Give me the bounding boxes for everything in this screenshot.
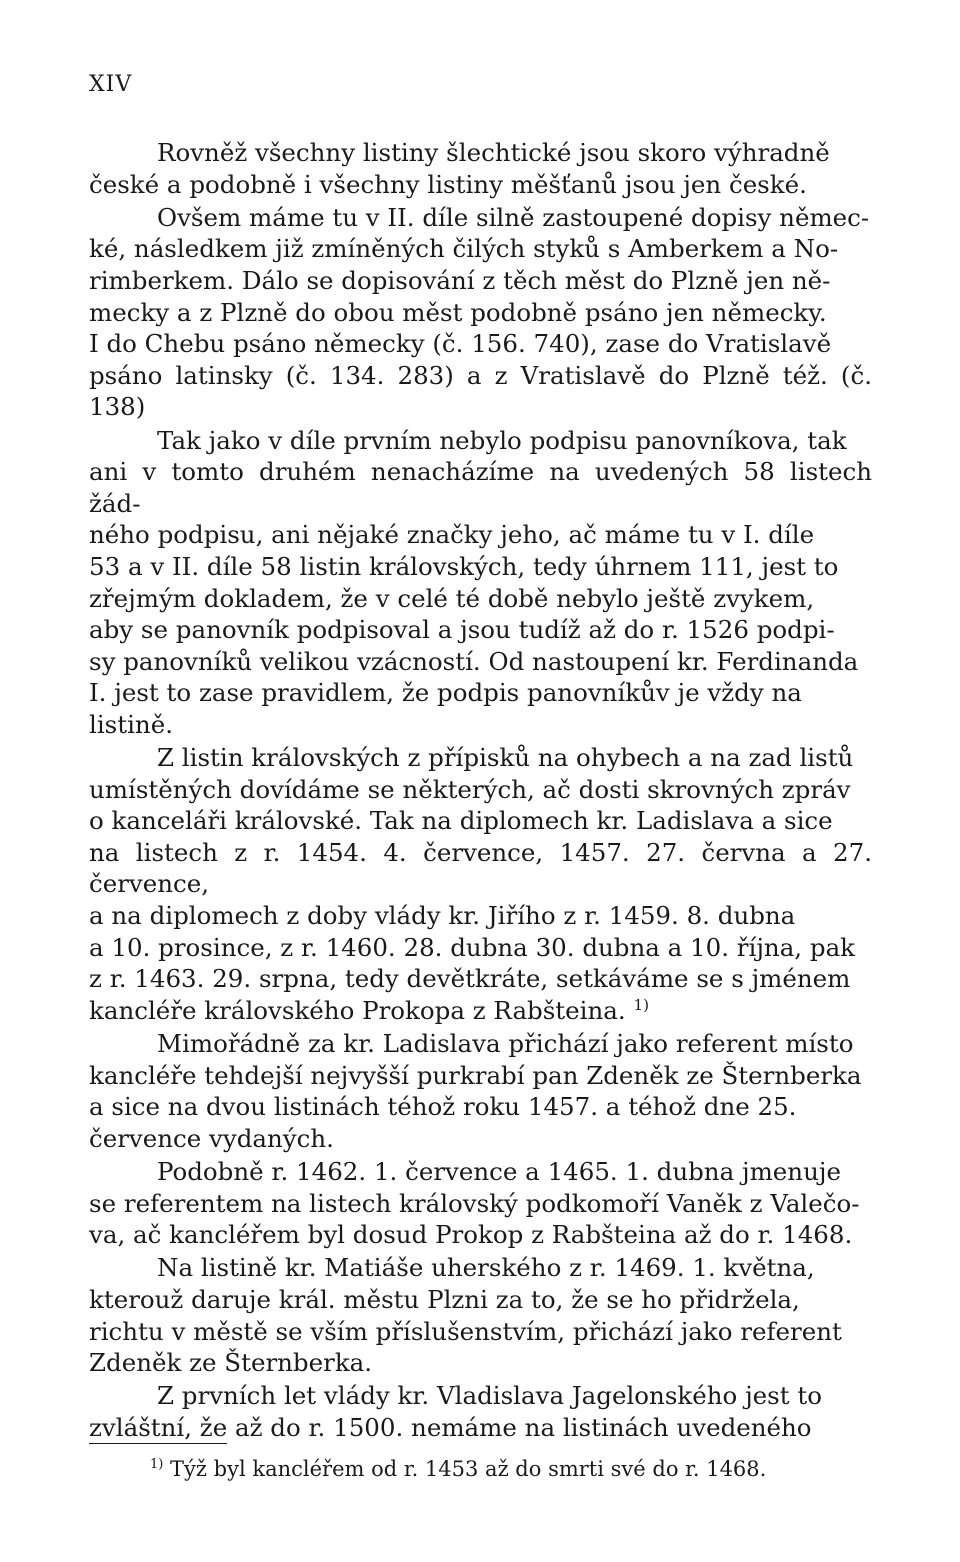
text-line: psáno latinsky (č. 134. 283) a z Vratislavě do Plzně též. (č. 138) — [89, 360, 872, 422]
text-line: Ovšem máme tu v II. díle silně zastoupené dopisy němec- — [157, 202, 870, 232]
footnote-marker: 1) — [150, 1457, 164, 1472]
text-line: Zdeněk ze Šternberka. — [89, 1348, 373, 1378]
text-line: české a podobně i všechny listiny měšťanů jsou jen české. — [89, 169, 807, 199]
footnote — [150, 1455, 872, 1483]
paragraph — [89, 1028, 872, 1154]
paragraph — [89, 425, 872, 741]
text-line: va, ač kancléřem byl dosud Prokop z Rabšteina až do r. 1468. — [89, 1220, 853, 1250]
text-line: ké, následkem již zmíněných čilých styků s Amberkem a No- — [89, 234, 839, 264]
footnote-text: Týž byl kancléřem od r. 1453 až do smrti své do r. 1468. — [170, 1457, 767, 1481]
text-line: ani v tomto druhém nenacházíme na uvedených 58 listech žád- — [89, 457, 872, 518]
text-line: na listech z r. 1454. 4. července, 1457. 27. června a 27. července, — [89, 837, 872, 899]
text-line: richtu v městě se vším příslušenstvím, přichází jako referent — [89, 1316, 842, 1346]
body-text — [89, 137, 872, 1444]
text-line: umístěných dovídáme se některých, ač dosti skrovných zpráv — [89, 774, 851, 804]
text-line: ného podpisu, ani nějaké značky jeho, ač máme tu v I. díle — [89, 520, 815, 550]
text-line: I. jest to zase pravidlem, že podpis panovníkův je vždy na — [89, 678, 802, 708]
text-line: Podobně r. 1462. 1. července a 1465. 1. dubna jmenuje — [157, 1156, 841, 1186]
text-line: Z prvních let vlády kr. Vladislava Jagelonského jest to — [157, 1381, 822, 1411]
text-line: rimberkem. Dálo se dopisování z těch měst do Plzně jen ně- — [89, 265, 831, 295]
text-line: se referentem na listech královský podkomoří Vaněk z Valečo- — [89, 1188, 860, 1218]
text-line: Mimořádně za kr. Ladislava přichází jako referent místo — [157, 1029, 854, 1058]
text-line: a sice na dvou listinách téhož roku 1457. a téhož dne 25. — [89, 1092, 797, 1122]
text-line: Z listin královských z přípisků na ohybech a na zad listů — [157, 743, 854, 773]
text-line: Na listině kr. Matiáše uherského z r. 1469. 1. května, — [157, 1253, 815, 1283]
text-line: zvláštní, že až do r. 1500. nemáme na listinách uvedeného — [89, 1412, 812, 1442]
text-line: července vydaných. — [89, 1123, 334, 1153]
text-line: a 10. prosince, z r. 1460. 28. dubna 30. dubna a 10. října, pak — [89, 932, 856, 962]
text-line: zřejmým dokladem, že v celé té době nebylo ještě zvykem, — [89, 583, 815, 613]
text-line: Tak jako v díle prvním nebylo podpisu panovníkova, tak — [157, 425, 847, 455]
text-line: listině. — [89, 709, 173, 739]
paragraph — [89, 202, 872, 423]
text-line: kterouž daruje král. městu Plzni za to, že se ho přidržela, — [89, 1284, 800, 1314]
text-line: o kanceláři královské. Tak na diplomech kr. Ladislava a sice — [89, 806, 833, 836]
paragraph — [89, 1252, 872, 1378]
text-line: a na diplomech z doby vlády kr. Jiřího z r. 1459. 8. dubna — [89, 901, 796, 931]
text-line: z r. 1463. 29. srpna, tedy devětkráte, setkáváme se s jménem — [89, 964, 851, 994]
paragraph — [89, 742, 872, 1026]
text-line: mecky a z Plzně do obou měst podobně psáno jen německy. — [89, 297, 827, 327]
paragraph — [89, 137, 872, 200]
text-line: 53 a v II. díle 58 listin královských, tedy úhrnem 111, jest to — [89, 551, 839, 581]
text-line: kancléře tehdejší nejvyšší purkrabí pan Zdeněk ze Šternberka — [89, 1060, 862, 1090]
paragraph — [89, 1380, 872, 1443]
text-line — [89, 995, 872, 1027]
text-line: Rovněž všechny listiny šlechtické jsou skoro výhradně — [157, 138, 830, 167]
text-line: aby se panovník podpisoval a jsou tudíž až do r. 1526 podpi- — [89, 615, 835, 645]
paragraph — [89, 1156, 872, 1251]
footnote-divider — [89, 1443, 227, 1444]
page-number: XIV — [89, 72, 133, 97]
footnote-reference[interactable]: 1) — [633, 995, 650, 1014]
text-line: I do Chebu psáno německy (č. 156. 740), zase do Vratislavě — [89, 329, 832, 359]
text-line-content: kancléře královského Prokopa z Rabšteina. — [89, 995, 626, 1025]
text-line: sy panovníků velikou vzácností. Od nastoupení kr. Ferdinanda — [89, 646, 859, 676]
